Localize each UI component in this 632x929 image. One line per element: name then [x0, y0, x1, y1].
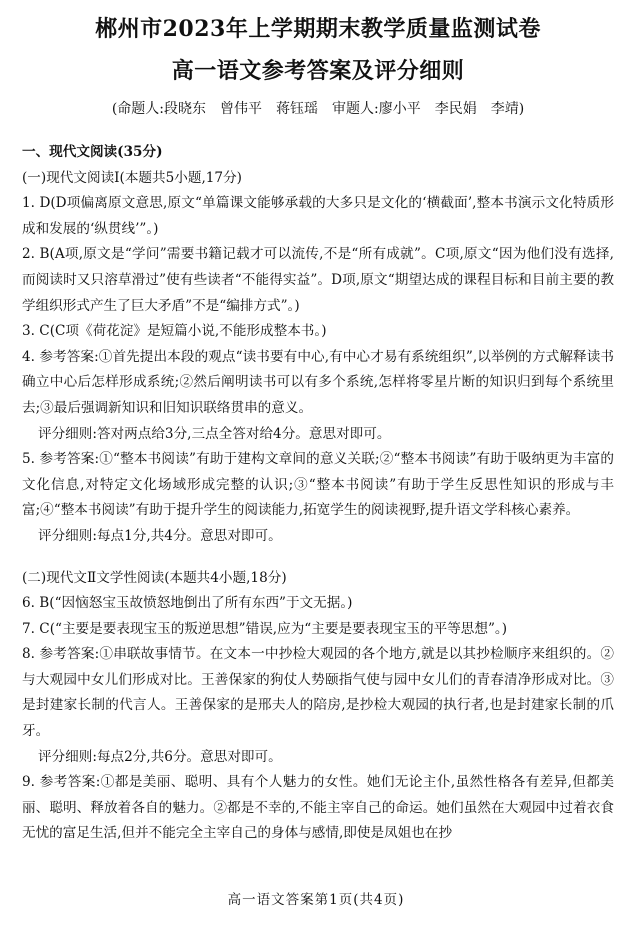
answer-q6: 6. B(“因恼怒宝玉故愤怒地倒出了所有东西”于文无据。)	[22, 595, 353, 612]
document-subtitle: 高一语文参考答案及评分细则	[171, 58, 465, 84]
grading-note-q8: 评分细则:每点2分,共6分。意思对即可。	[38, 748, 282, 765]
page-footer: 高一语文答案第1页(共4页)	[227, 892, 405, 908]
section-gap	[22, 550, 614, 566]
answer-q9: 9. 参考答案:①都是美丽、聪明、具有个人魅力的女性。她们无论主仆,虽然性格各有差异,但都美丽、聪明、释放着各自的魅力。②都是不幸的,不能主宰自己的命运。她们虽然在大观园中过着衣食无忧的富足生活,但并不能完全主宰自己的身体与感情,即使是凤姐也在抄	[22, 774, 614, 842]
answer-q8: 8. 参考答案:①串联故事情节。在文本一中抄检大观园的各个地方,就是以其抄检顺序来组织的。②与大观园中女儿们形成对比。王善保家的狗仗人势颐指气使与园中女儿们的青春清净形成对比。③是封建家长制的代言人。王善保家的是邢夫人的陪房,是抄检大观园的执行者,也是封建家长制的爪牙。	[22, 646, 614, 740]
answer-content	[22, 140, 614, 847]
part-title: (一)现代文阅读Ⅰ(本题共5小题,17分)	[22, 169, 242, 186]
document-title: 郴州市2023年上学期期末教学质量监测试卷	[95, 16, 541, 42]
part-title: (二)现代文Ⅱ文学性阅读(本题共4小题,18分)	[22, 569, 287, 586]
answer-q1: 1. D(D项偏离原文意思,原文“单篇课文能够承载的大多只是文化的‘横截面’,整本书演示文化特质形成和发展的‘纵贯线’”。)	[22, 195, 614, 237]
grading-note-q4: 评分细则:答对两点给3分,三点全答对给4分。意思对即可。	[38, 425, 391, 442]
answer-q5: 5. 参考答案:①“整本书阅读”有助于建构文章间的意义关联;②“整本书阅读”有助于吸纳更为丰富的文化信息,对特定文化场域形成完整的认识;③“整本书阅读”有助于学生反思性知识的形成与丰富;④“整本书阅读”有助于提升学生的阅读能力,拓宽学生的阅读视野,提升语文学科核心素养。	[22, 451, 614, 519]
authors-line: (命题人:段晓东 曾伟平 蒋钰瑶 审题人:廖小平 李民娟 李靖)	[111, 101, 525, 117]
section-title: 一、现代文阅读(35分)	[22, 144, 163, 160]
answer-q2: 2. B(A项,原文是“学问”需要书籍记载才可以流传,不是“所有成就”。C项,原文“因为他们没有选择,而阅读时又只溶草滑过”使有些读者“不能得实益”。D项,原文“期望达成的课程目标和目前主要的教学组织形式产生了巨大矛盾”不是“编排方式”。)	[22, 246, 614, 314]
answer-q4: 4. 参考答案:①首先提出本段的观点“读书要有中心,有中心才易有系统组织”,以举例的方式解释读书确立中心后怎样形成系统;②然后阐明读书可以有多个系统,怎样将零星片断的知识归到每个系统里去;③最后强调新知识和旧知识联络贯串的意义。	[22, 348, 614, 416]
answer-q7: 7. C(“主要是要表现宝玉的叛逆思想”错误,应为“主要是要表现宝玉的平等思想”。)	[22, 620, 508, 637]
answer-q3: 3. C(C项《荷花淀》是短篇小说,不能形成整本书。)	[22, 323, 327, 340]
grading-note-q5: 评分细则:每点1分,共4分。意思对即可。	[38, 527, 282, 544]
